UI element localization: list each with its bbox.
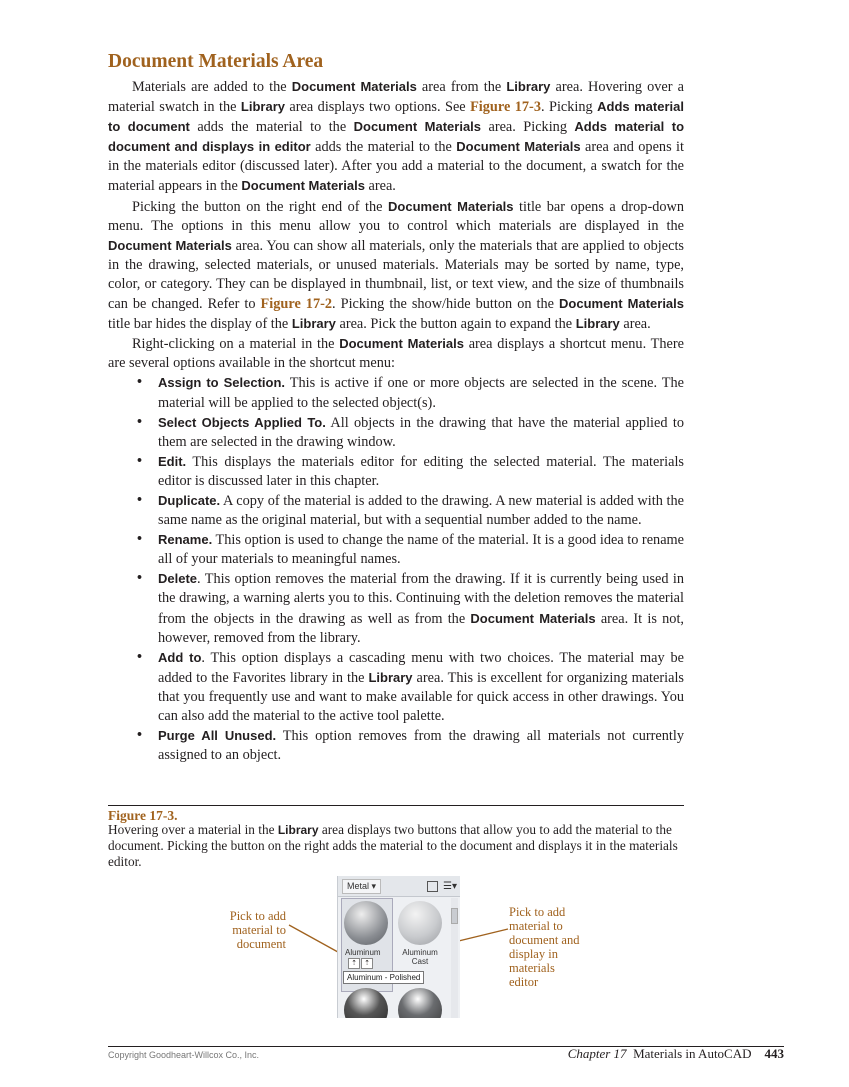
add-to-document-button[interactable]: ⇡ — [348, 958, 360, 969]
add-and-edit-button[interactable]: ⇡ — [361, 958, 373, 969]
figure-caption: Hovering over a material in the Library area displays two buttons that allow you to add the material to the document. Picking the button on the right adds the material to the document and displays it in the materials editor. — [108, 822, 678, 869]
section-heading: Document Materials Area — [108, 51, 324, 72]
material-swatch-polished[interactable] — [344, 901, 388, 945]
material-swatch-cast[interactable] — [398, 901, 442, 945]
scrollbar-thumb[interactable] — [451, 908, 458, 924]
list-item: • Add to. This option displays a cascading menu with two choices. The material may be added to the Favorites library in the Library area. This is excellent for organizing materials that you frequently use and want to make available for quick access in other drawings. You can also add the material to the active tool palette. — [158, 648, 684, 726]
material-swatch[interactable] — [344, 988, 388, 1018]
category-dropdown[interactable]: Metal ▾ — [342, 879, 381, 894]
paragraph-3: Right-clicking on a material in the Document Materials area displays a shortcut menu. There are several options available in the shortcut menu: — [108, 336, 684, 372]
list-item: • Delete. This option removes the material from the drawing. If it is currently being used in the drawing, a warning alerts you to this. Continuing with the deletion removes the material from the objects in the drawing as well as from the Document Materials area. It is not, however, removed from the library. — [158, 569, 684, 647]
list-view-icon[interactable]: ☰▾ — [443, 880, 457, 892]
material-swatch[interactable] — [398, 988, 442, 1018]
running-footer: Chapter 17 Materials in AutoCAD 443 — [567, 1046, 784, 1061]
list-item: • Select Objects Applied To. All objects in the drawing that have the material applied to them are selected in the drawing window. — [158, 413, 684, 452]
library-toolbar — [338, 876, 460, 897]
callout-right: Pick to add material to document and display in materials editor — [509, 905, 580, 989]
tooltip: Aluminum - Polished — [343, 971, 424, 984]
scrollbar[interactable] — [451, 898, 458, 1018]
paragraph-2: Picking the button on the right end of the Document Materials title bar opens a drop-down menu. The options in this menu allow you to control which materials are displayed in the Document Materials area. You can show all materials, only the materials that are applied to objects in the drawing, selected materials, or unused materials. Materials may be sorted by name, type, color, or category. They can be displayed in thumbnail, list, or text view, and the size of thumbnails can be changed. Refer to Figure 17-2. Picking the show/hide button on the Document Materials title bar hides the display of the Library area. Pick the button again to expand the Library area. — [108, 198, 684, 333]
swatch-label: Aluminum — [345, 948, 381, 957]
figure-ref-link[interactable]: Figure 17-2 — [260, 296, 333, 313]
paragraph-1: Materials are added to the Document Materials area from the Library area. Hovering over a material swatch in the Library area displays two options. See Figure 17-3. Picking Adds material to document adds the material to the Document Materials area. Picking Adds material to document and displays in editor adds the material to the Document Materials area and opens it in the materials editor (discussed later). After you add a material to the document, a swatch for the material appears in the Document Materials area. — [108, 79, 685, 195]
library-panel-screenshot — [337, 876, 460, 1018]
view-toggle-icon[interactable] — [427, 881, 438, 892]
list-item: • Duplicate. A copy of the material is added to the drawing. A new material is added with the same name as the original material, but with a sequential number added to the name. — [158, 491, 684, 530]
list-item: • Edit. This displays the materials editor for editing the selected material. The materials editor is discussed later in this chapter. — [158, 452, 684, 491]
list-item: • Rename. This option is used to change the name of the material. It is a good idea to rename all of your materials to meaningful names. — [158, 530, 684, 569]
list-item: • Assign to Selection. This is active if one or more objects are selected in the scene. The material will be applied to the selected object(s). — [158, 373, 684, 412]
callout-left: Pick to add material to document — [229, 909, 286, 951]
swatch-label: Aluminum Cast — [402, 948, 438, 966]
list-item: • Purge All Unused. This option removes from the drawing all materials not currently assigned to an object. — [158, 726, 684, 765]
figure-title: Figure 17-3. — [108, 808, 178, 823]
figure-ref-link[interactable]: Figure 17-3 — [470, 99, 541, 116]
copyright: Copyright Goodheart-Willcox Co., Inc. — [108, 1050, 260, 1060]
page-number: 443 — [764, 1046, 784, 1061]
